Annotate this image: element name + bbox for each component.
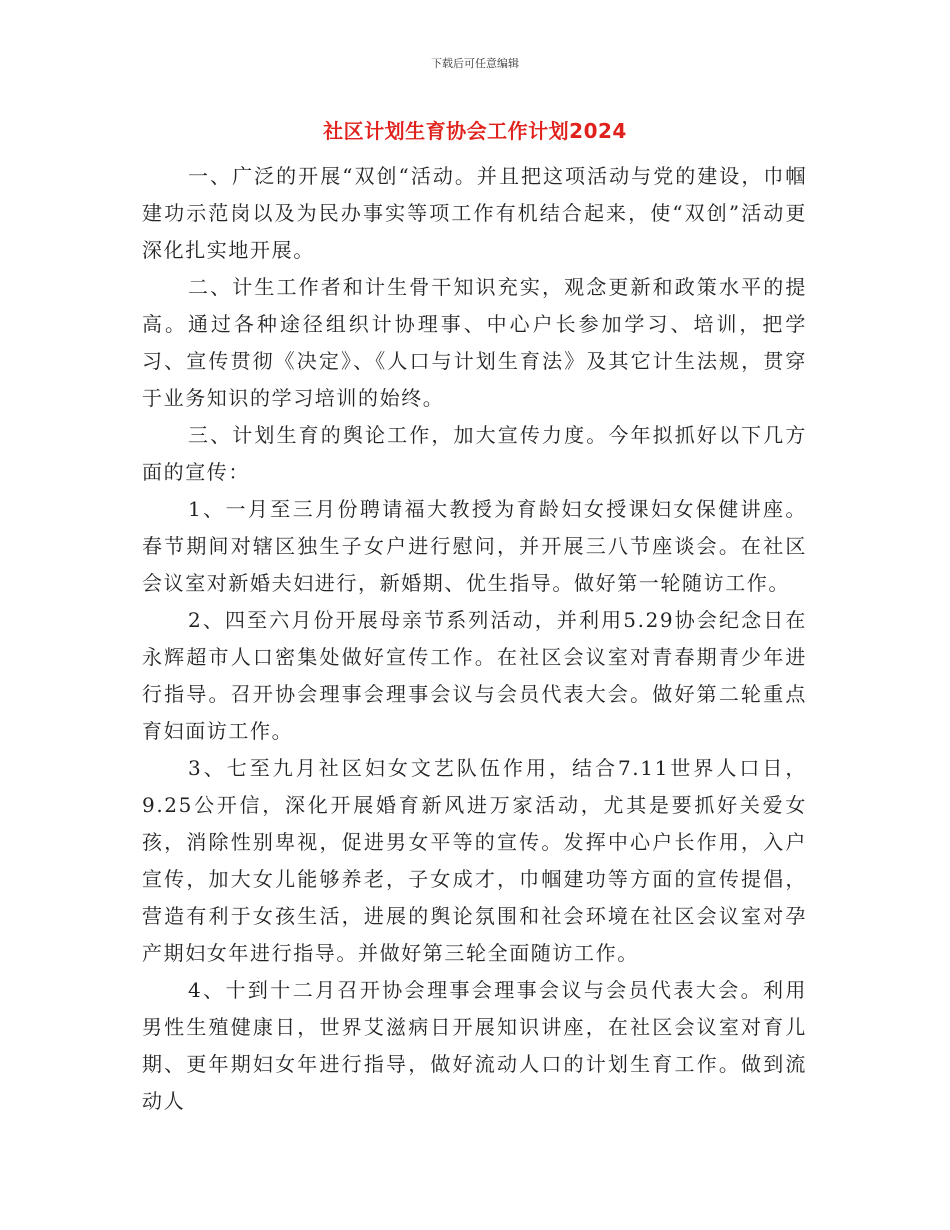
paragraph-section-2: 二、计生工作者和计生骨干知识充实，观念更新和政策水平的提高。通过各种途径组织计协理事、中心户长参加学习、培训，把学习、宣传贯彻《决定》、《人口与计划生育法》及其它计生法规，贯穿于业务知识的学习培训的始终。: [142, 275, 807, 410]
document-body: [142, 158, 807, 1120]
paragraph-section-3: 三、计划生育的舆论工作，加大宣传力度。今年拟抓好以下几方面的宣传：: [142, 423, 807, 484]
paragraph-item-4: 4、十到十二月召开协会理事会理事会议与会员代表大会。利用男性生殖健康日，世界艾滋病日开展知识讲座，在社区会议室对育儿期、更年期妇女年进行指导，做好流动人口的计划生育工作。做到流动人: [142, 978, 807, 1113]
paragraph-item-2: 2、四至六月份开展母亲节系列活动，并利用5.29协会纪念日在永辉超市人口密集处做好宣传工作。在社区会议室对青春期青少年进行指导。召开协会理事会理事会议与会员代表大会。做好第二轮重点育妇面访工作。: [142, 608, 807, 743]
document-title: 社区计划生育协会工作计划2024: [323, 119, 627, 143]
paragraph-section-1: 一、广泛的开展“双创“活动。并且把这项活动与党的建设，巾帼建功示范岗以及为民办事实等项工作有机结合起来，使“双创”活动更深化扎实地开展。: [142, 164, 807, 262]
paragraph-item-1: 1、一月至三月份聘请福大教授为育龄妇女授课妇女保健讲座。春节期间对辖区独生子女户进行慰问，并开展三八节座谈会。在社区会议室对新婚夫妇进行，新婚期、优生指导。做好第一轮随访工作。: [142, 497, 807, 595]
paragraph-item-3: 3、七至九月社区妇女文艺队伍作用，结合7.11世界人口日，9.25公开信，深化开展婚育新风进万家活动，尤其是要抓好关爱女孩，消除性别卑视，促进男女平等的宣传。发挥中心户长作用，入户宣传，加大女儿能够养老，子女成才，巾帼建功等方面的宣传提倡，营造有利于女孩生活，进展的舆论氛围和社会环境在社区会议室对孕产期妇女年进行指导。并做好第三轮全面随访工作。: [142, 756, 807, 965]
page-header-note: 下载后可任意编辑: [431, 57, 519, 70]
